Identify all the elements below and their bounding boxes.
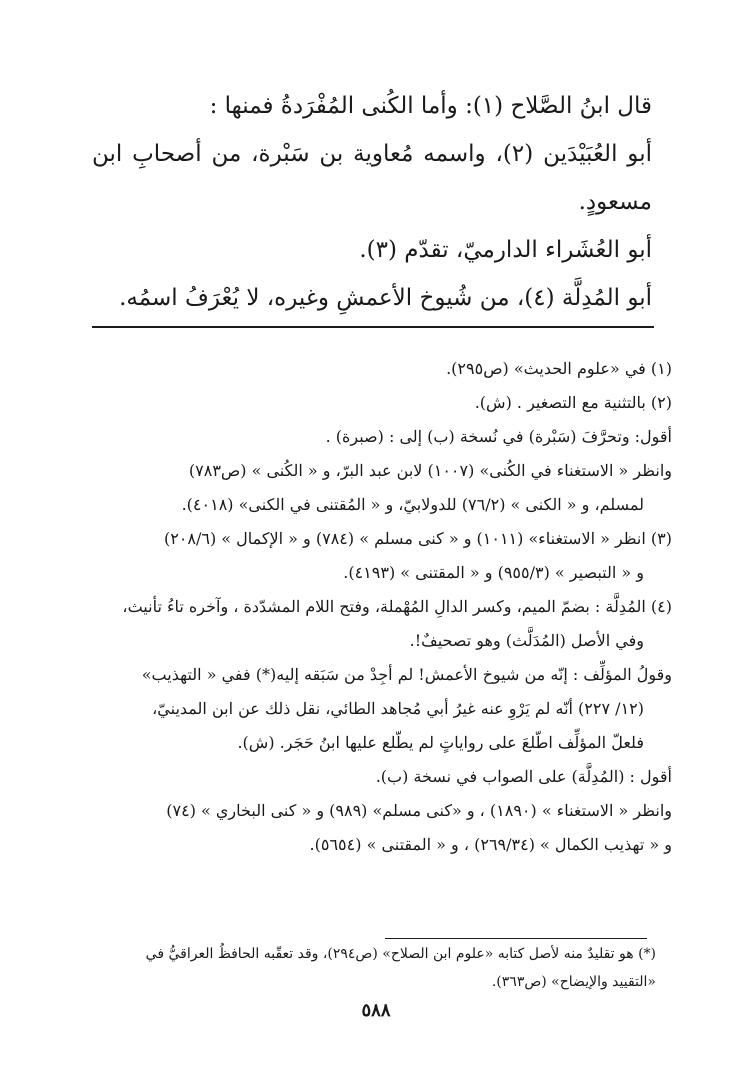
footnote-line: (٤) المُدِلَّة : بضمّ الميم، وكسر الدالِ المُهْملة، وفتح اللام المشدّدة ، وآخره تاءُ تأنيث، [122,597,672,616]
footnote-line: وانظر « الاستغناء » (١٨٩٠) ، و «كنى مسلم» (٩٨٩) و « كنى البخاري » (٧٤) [166,801,672,820]
footnote-line: وانظر « الاستغناء في الكُنى» (١٠٠٧) لابن عبد البرّ، و « الكُنى » (ص٧٨٣) [188,461,672,480]
main-line-2: أبو العُبَيْدَين (٢)، واسمه مُعاوية بن سَبْرة، من أصحابِ ابن مسعودٍ. [92,141,652,215]
footnotes [72,352,672,862]
page-number: ٥٨٨ [361,1000,391,1021]
footnote-separator [92,326,654,328]
footnote-line: أقول : (المُدِلَّة) على الصواب في نسخة (ب). [375,767,672,786]
footnote-line: و « التبصير » (٩٥٥/٣) و « المقتنى » (٤١٩٣). [343,563,644,582]
main-line-4: أبو المُدِلَّة (٤)، من شُيوخ الأعمشِ وغيره، لا يُعْرَفُ اسمُه. [119,285,652,311]
main-line-1: قال ابنُ الصَّلاح (١): وأما الكُنى المُفْرَدةُ فمنها : [209,93,652,119]
sub-footnote [68,940,656,996]
subnote-separator [385,938,647,939]
subnote-line-1: (*) هو تقليدٌ منه لأصل كتابه «علوم ابن الصلاح» (ص٢٩٤)، وقد تعقّبه الحافظُ العراقيُّ في [145,946,656,962]
footnote-line: و « تهذيب الكمال » (٢٦٩/٣٤) ، و « المقتنى » (٥٦٥٤). [309,835,672,854]
main-line-3: أبو العُشَراء الدارميّ، تقدّم (٣). [359,237,652,263]
footnote-line: (١٢/ ٢٢٧) أنّه لم يَرْوِ عنه غيرُ أبي مُجاهد الطائي، نقل ذلك عن ابن المدينيّ، [152,699,644,718]
footnote-line: (٣) انظر « الاستغناء» (١٠١١) و « كنى مسلم » (٧٨٤) و « الإكمال » (٢٠٨/٦) [163,529,672,548]
footnote-line: لمسلم، و « الكنى » (٧٦/٢) للدولابيّ، و « المُقتنى في الكنى» (٤٠١٨). [181,495,644,514]
footnote-line: وقولُ المؤلِّف : إنّه من شيوخ الأعمش! لم أجِدْ من سَبَقه إليه(*) ففي « التهذيب» [141,665,672,684]
footnote-line: (٢) بالتثنية مع التصغير . (ش). [474,393,672,412]
footnote-line: (١) في «علوم الحديث» (ص٢٩٥). [446,359,672,378]
footnote-line: وفي الأصل (المُدَلَّث) وهو تصحيفٌ!. [409,631,644,650]
footnote-line: أقول: وتحرَّفَ (سَبْرة) في نُسخة (ب) إلى : (صبرة) . [325,427,672,446]
footnote-line: فلعلّ المؤلِّف اطّلعَ على رواياتٍ لم يطّلع عليها ابنُ حَجَر. (ش). [237,733,644,752]
subnote-line-2: «التقييد والإيضاح» (ص٣٦٣). [491,974,656,990]
main-text [92,82,652,322]
